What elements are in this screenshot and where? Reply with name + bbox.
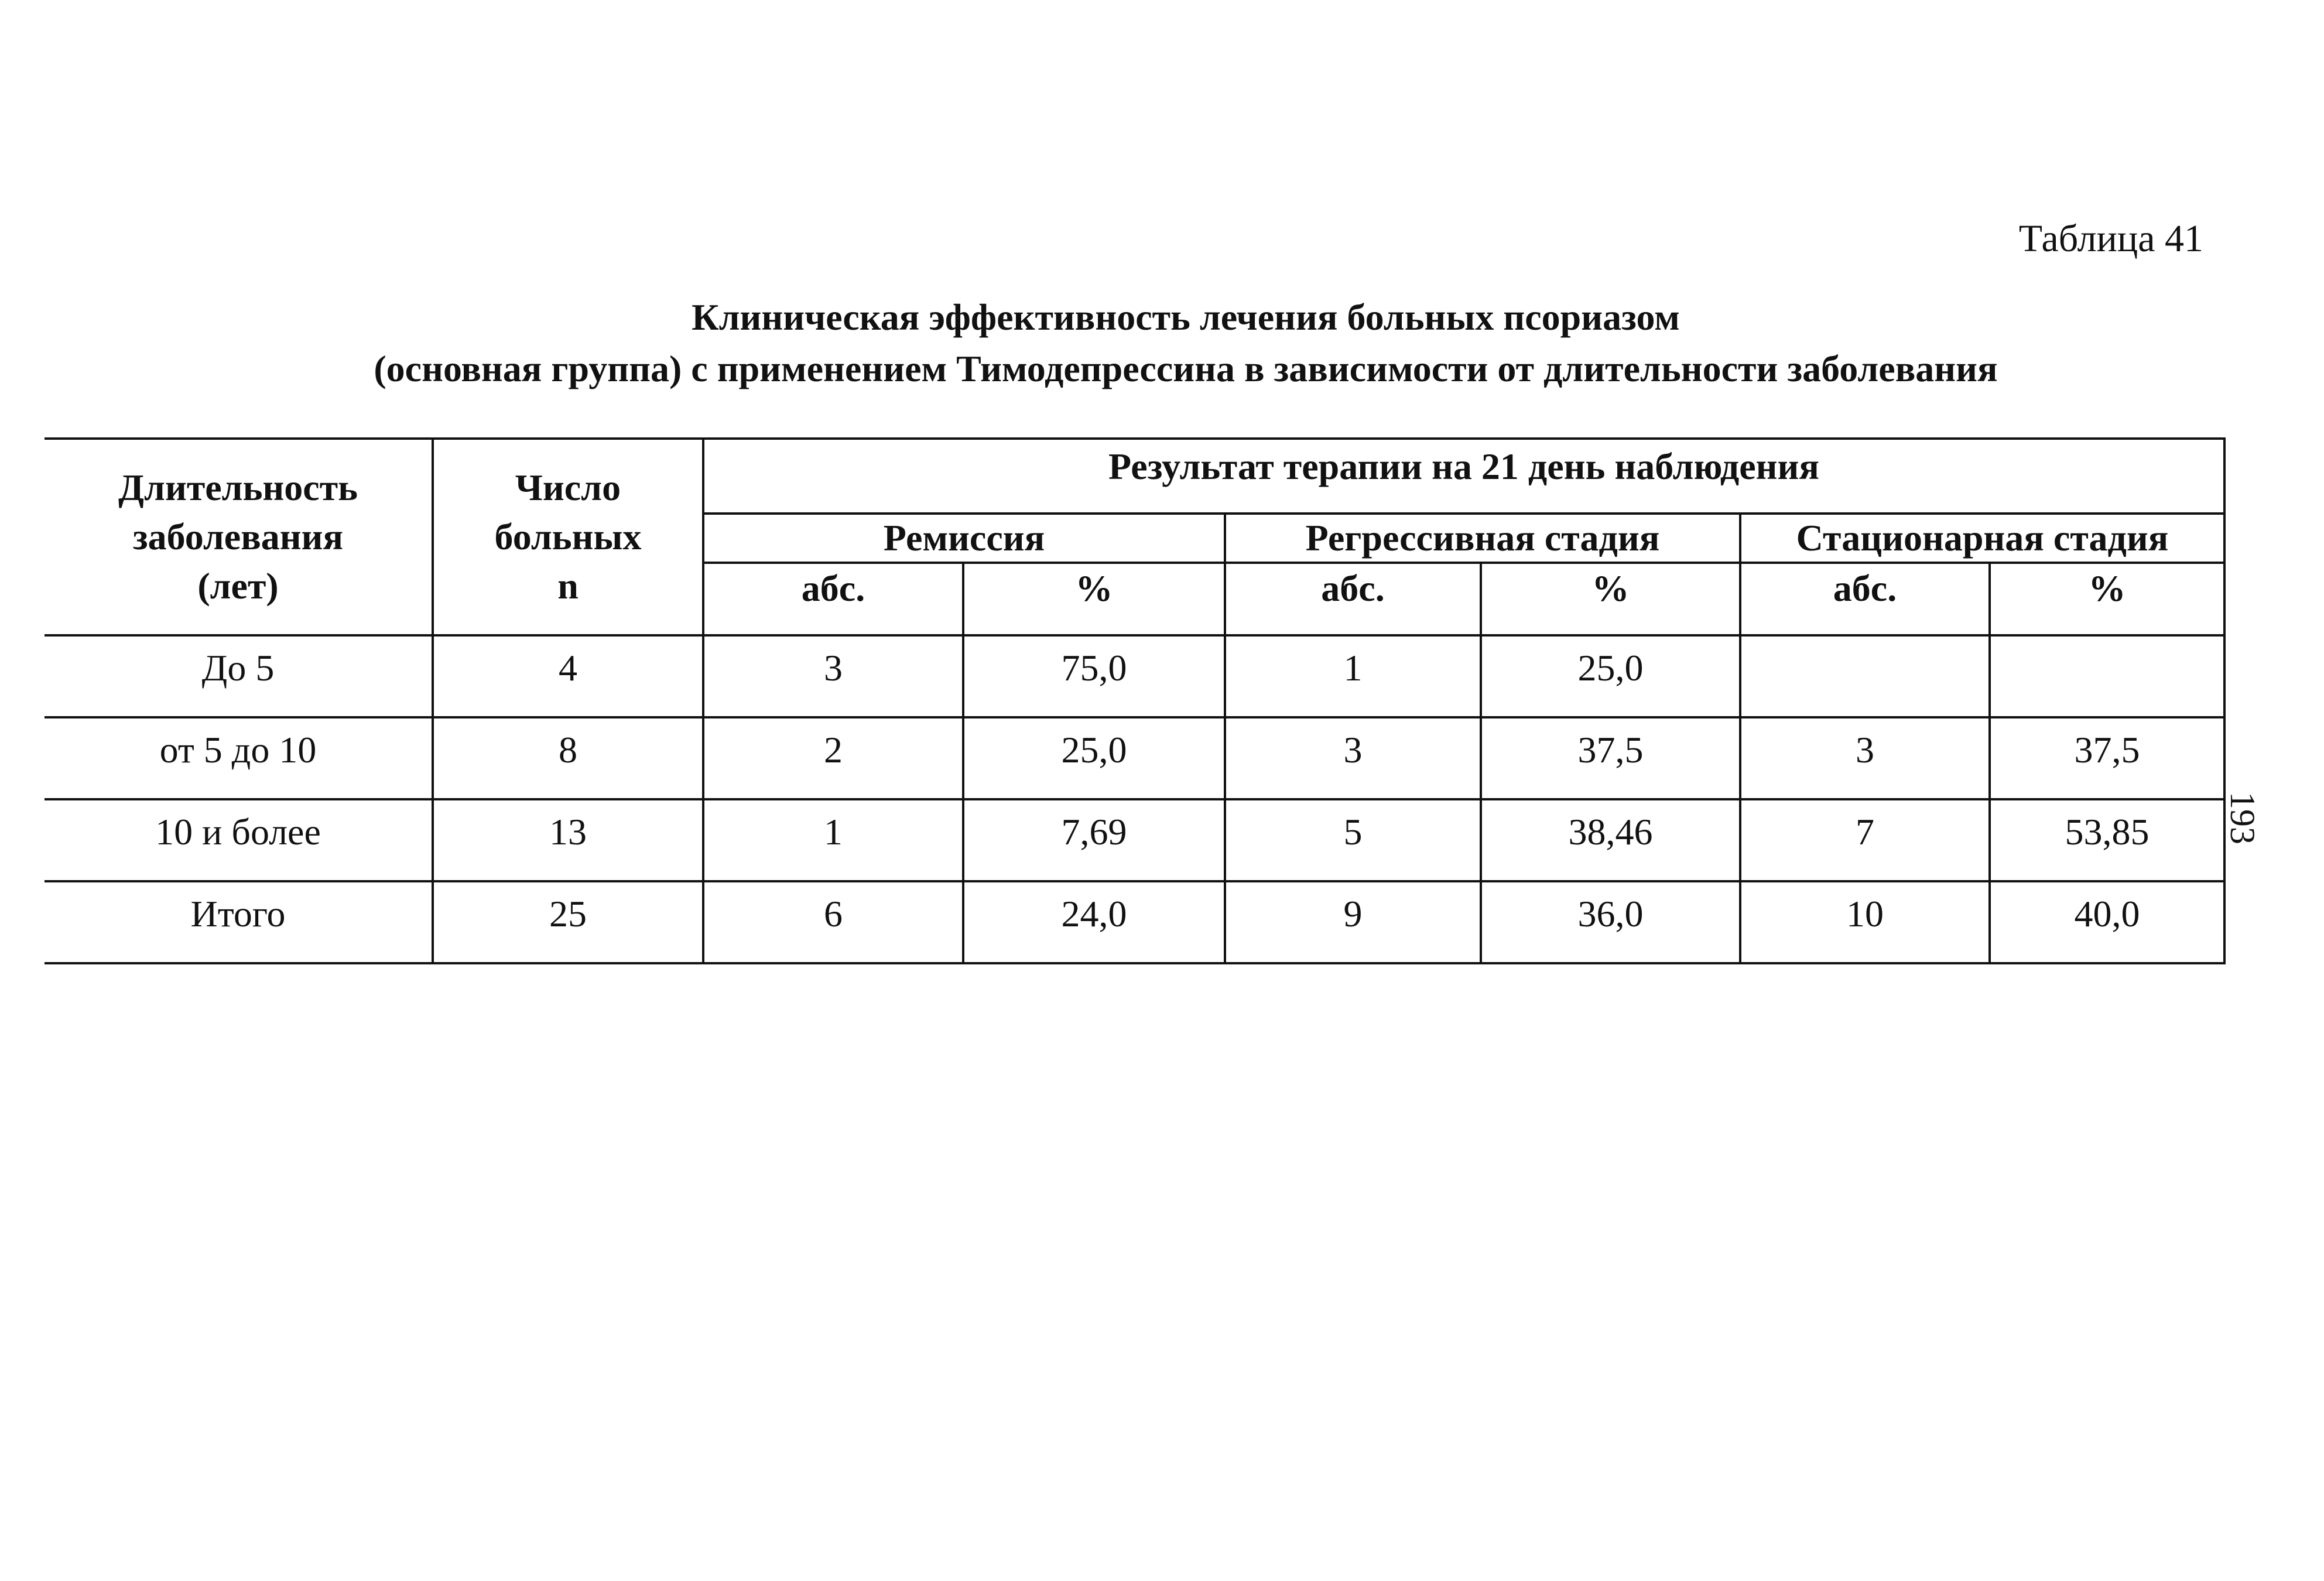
cell-regressive-abs: 5 [1225, 799, 1481, 881]
cell-patient-count: 25 [433, 881, 703, 963]
header-unit-abs: абс. [703, 563, 963, 635]
cell-patient-count: 8 [433, 717, 703, 799]
header-unit-percent: % [1481, 563, 1740, 635]
header-patient-count: Число больных n [433, 439, 703, 635]
cell-remission-percent: 7,69 [963, 799, 1225, 881]
cell-patient-count: 13 [433, 799, 703, 881]
cell-regressive-percent: 37,5 [1481, 717, 1740, 799]
cell-duration: от 5 до 10 [45, 717, 433, 799]
cell-regressive-abs: 3 [1225, 717, 1481, 799]
table-number: Таблица 41 [2018, 217, 2203, 260]
header-stationary-stage: Стационарная стадия [1740, 514, 2224, 563]
cell-duration: Итого [45, 881, 433, 963]
cell-regressive-abs: 1 [1225, 635, 1481, 717]
cell-remission-percent: 25,0 [963, 717, 1225, 799]
results-table [45, 437, 2226, 964]
header-therapy-result: Результат терапии на 21 день наблюдения [703, 439, 2224, 514]
cell-duration: До 5 [45, 635, 433, 717]
cell-stationary-percent: 40,0 [1990, 881, 2224, 963]
cell-regressive-percent: 38,46 [1481, 799, 1740, 881]
table-title-line-1: Клиническая эффективность лечения больных псориазом [692, 296, 1680, 338]
header-duration: Длительность заболевания (лет) [45, 439, 433, 635]
cell-duration: 10 и более [45, 799, 433, 881]
header-remission: Ремиссия [703, 514, 1225, 563]
cell-regressive-percent: 25,0 [1481, 635, 1740, 717]
header-unit-percent: % [963, 563, 1225, 635]
cell-stationary-abs: 7 [1740, 799, 1990, 881]
cell-stationary-percent: 53,85 [1990, 799, 2224, 881]
cell-stationary-percent [1990, 635, 2224, 717]
table-title [0, 292, 2324, 395]
table-row [45, 799, 2224, 881]
header-unit-abs: абс. [1740, 563, 1990, 635]
page-number: 193 [2223, 792, 2262, 844]
header-unit-abs: абс. [1225, 563, 1481, 635]
cell-regressive-percent: 36,0 [1481, 881, 1740, 963]
table-row [45, 635, 2224, 717]
cell-regressive-abs: 9 [1225, 881, 1481, 963]
cell-stationary-abs: 10 [1740, 881, 1990, 963]
cell-remission-abs: 3 [703, 635, 963, 717]
cell-remission-abs: 6 [703, 881, 963, 963]
header-unit-percent: % [1990, 563, 2224, 635]
cell-remission-abs: 1 [703, 799, 963, 881]
cell-remission-percent: 24,0 [963, 881, 1225, 963]
table-row-total [45, 881, 2224, 963]
cell-remission-abs: 2 [703, 717, 963, 799]
table-row [45, 717, 2224, 799]
header-regressive-stage: Регрессивная стадия [1225, 514, 1740, 563]
cell-stationary-percent: 37,5 [1990, 717, 2224, 799]
cell-remission-percent: 75,0 [963, 635, 1225, 717]
cell-stationary-abs: 3 [1740, 717, 1990, 799]
cell-patient-count: 4 [433, 635, 703, 717]
table-title-line-2: (основная группа) с применением Тимодепрессина в зависимости от длительности заболевания [374, 348, 1998, 389]
cell-stationary-abs [1740, 635, 1990, 717]
